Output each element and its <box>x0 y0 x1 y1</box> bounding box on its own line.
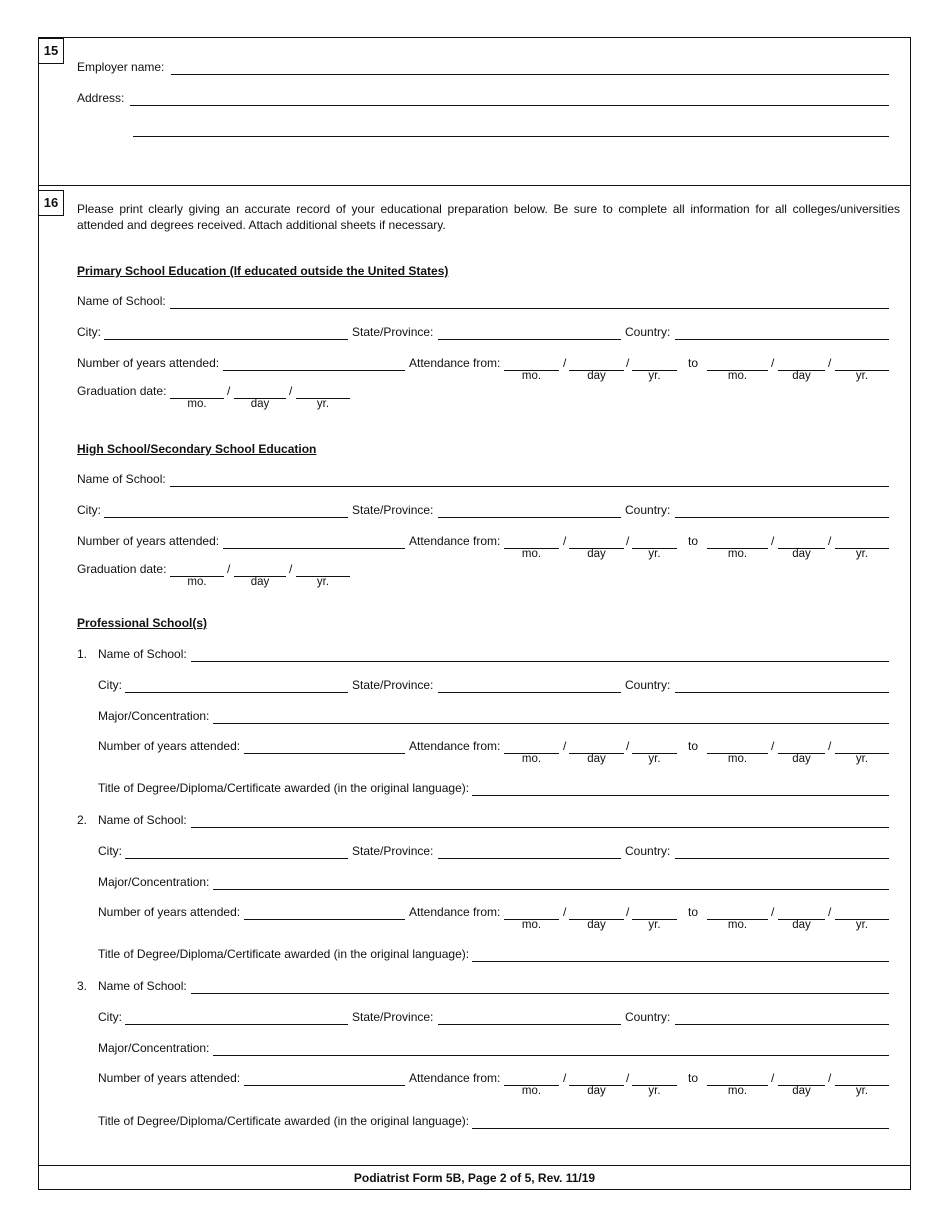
yr-caption: yr. <box>648 370 661 382</box>
primary-from-day-field[interactable] <box>569 356 624 371</box>
yr-caption: yr. <box>316 398 330 410</box>
prof1-state-field[interactable] <box>438 678 621 693</box>
prof2-degree-field[interactable] <box>472 947 889 962</box>
prof3-degree-row <box>98 1114 889 1130</box>
high-attendance-row <box>77 534 889 560</box>
years-attended-label: Number of years attended: <box>98 905 241 919</box>
city-label: City: <box>98 678 122 692</box>
slash: / <box>563 534 567 548</box>
prof3-attendance-row <box>98 1071 889 1097</box>
prof1-name-field[interactable] <box>191 647 889 662</box>
country-label: Country: <box>625 678 671 692</box>
major-label: Major/Concentration: <box>98 1041 210 1055</box>
high-grad-month-field[interactable] <box>170 562 224 577</box>
mo-caption: mo. <box>521 548 542 560</box>
high-country-field[interactable] <box>675 503 889 518</box>
country-label: Country: <box>625 503 671 517</box>
attendance-from-label: Attendance from: <box>409 1071 501 1085</box>
employer-name-label: Employer name: <box>77 60 165 74</box>
prof1-from-year-field[interactable] <box>632 739 677 754</box>
high-state-field[interactable] <box>438 503 621 518</box>
mo-caption: mo. <box>521 753 542 765</box>
mo-caption: mo. <box>727 1085 748 1097</box>
yr-caption: yr. <box>648 753 661 765</box>
prof1-degree-row <box>98 781 889 797</box>
name-of-school-label: Name of School: <box>77 294 166 308</box>
country-label: Country: <box>625 325 671 339</box>
mo-caption: mo. <box>727 753 748 765</box>
to-label: to <box>688 356 699 370</box>
state-label: State/Province: <box>352 503 434 517</box>
prof2-attendance-row <box>98 905 889 931</box>
prof1-attendance-row <box>98 739 889 765</box>
primary-from-month-field[interactable] <box>504 356 559 371</box>
day-caption: day <box>587 548 606 560</box>
name-of-school-label: Name of School: <box>98 979 187 993</box>
slash: / <box>828 356 832 370</box>
prof3-from-month-field[interactable] <box>504 1071 559 1086</box>
city-label: City: <box>98 844 122 858</box>
prof3-degree-field[interactable] <box>472 1114 889 1129</box>
slash: / <box>771 534 775 548</box>
high-name-row <box>77 472 889 488</box>
day-caption: day <box>587 919 606 931</box>
country-label: Country: <box>625 844 671 858</box>
day-caption: day <box>792 919 811 931</box>
slash: / <box>828 905 832 919</box>
slash: / <box>771 905 775 919</box>
list-number: 1. <box>77 647 88 661</box>
yr-caption: yr. <box>316 576 330 588</box>
section-number-16: 16 <box>38 190 64 216</box>
day-caption: day <box>587 370 606 382</box>
prof3-major-row <box>98 1041 889 1057</box>
prof2-country-field[interactable] <box>675 844 889 859</box>
prof1-city-field[interactable] <box>125 678 348 693</box>
address-row <box>77 91 889 107</box>
high-grad-day-field[interactable] <box>234 562 286 577</box>
day-caption: day <box>792 753 811 765</box>
slash: / <box>289 562 293 576</box>
prof1-to-month-field[interactable] <box>707 739 768 754</box>
city-label: City: <box>77 503 101 517</box>
prof1-to-year-field[interactable] <box>835 739 889 754</box>
years-attended-label: Number of years attended: <box>77 534 220 548</box>
list-number: 3. <box>77 979 88 993</box>
high-grad-row <box>77 562 477 588</box>
prof2-to-year-field[interactable] <box>835 905 889 920</box>
day-caption: day <box>792 548 811 560</box>
day-caption: day <box>250 576 270 588</box>
high-city-field[interactable] <box>104 503 348 518</box>
state-label: State/Province: <box>352 325 434 339</box>
address-field-line-2[interactable] <box>133 122 889 137</box>
prof3-to-year-field[interactable] <box>835 1071 889 1086</box>
section-number-15: 15 <box>38 38 64 64</box>
slash: / <box>771 356 775 370</box>
mo-caption: mo. <box>187 398 207 410</box>
slash: / <box>771 1071 775 1085</box>
prof2-major-field[interactable] <box>213 875 889 890</box>
prof3-location-row <box>98 1010 889 1026</box>
primary-location-row <box>77 325 889 341</box>
prof1-from-month-field[interactable] <box>504 739 559 754</box>
years-attended-label: Number of years attended: <box>77 356 220 370</box>
mo-caption: mo. <box>727 919 748 931</box>
prof2-from-year-field[interactable] <box>632 905 677 920</box>
yr-caption: yr. <box>855 919 869 931</box>
prof3-country-field[interactable] <box>675 1010 889 1025</box>
primary-to-year-field[interactable] <box>835 356 889 371</box>
to-label: to <box>688 905 699 919</box>
primary-grad-day-field[interactable] <box>234 384 286 399</box>
high-to-month-field[interactable] <box>707 534 768 549</box>
graduation-date-label: Graduation date: <box>77 562 167 576</box>
city-label: City: <box>77 325 101 339</box>
high-school-heading: High School/Secondary School Education <box>77 442 317 456</box>
degree-label: Title of Degree/Diploma/Certificate awarded (in the original language): <box>98 781 470 795</box>
prof2-to-month-field[interactable] <box>707 905 768 920</box>
list-number: 2. <box>77 813 88 827</box>
address-row-2 <box>133 122 889 138</box>
primary-grad-row <box>77 384 477 410</box>
high-from-day-field[interactable] <box>569 534 624 549</box>
attendance-from-label: Attendance from: <box>409 905 501 919</box>
major-label: Major/Concentration: <box>98 875 210 889</box>
prof2-city-field[interactable] <box>125 844 348 859</box>
graduation-date-label: Graduation date: <box>77 384 167 398</box>
slash: / <box>227 384 231 398</box>
name-of-school-label: Name of School: <box>98 647 187 661</box>
attendance-from-label: Attendance from: <box>409 739 501 753</box>
address-field-line-1[interactable] <box>130 91 889 106</box>
to-label: to <box>688 1071 699 1085</box>
attendance-from-label: Attendance from: <box>409 356 501 370</box>
mo-caption: mo. <box>727 548 748 560</box>
primary-to-day-field[interactable] <box>778 356 825 371</box>
primary-state-field[interactable] <box>438 325 621 340</box>
primary-country-field[interactable] <box>675 325 889 340</box>
yr-caption: yr. <box>855 753 869 765</box>
slash: / <box>626 905 630 919</box>
employer-name-field[interactable] <box>171 60 889 75</box>
footer-divider <box>39 1165 910 1166</box>
prof3-name-field[interactable] <box>191 979 889 994</box>
degree-label: Title of Degree/Diploma/Certificate awarded (in the original language): <box>98 1114 470 1128</box>
address-label: Address: <box>77 91 125 105</box>
yr-caption: yr. <box>648 548 661 560</box>
primary-school-heading: Primary School Education (If educated outside the United States) <box>77 264 449 278</box>
prof2-name-field[interactable] <box>191 813 889 828</box>
yr-caption: yr. <box>648 919 661 931</box>
high-to-year-field[interactable] <box>835 534 889 549</box>
prof3-name-row <box>77 979 889 995</box>
form-footer: Podiatrist Form 5B, Page 2 of 5, Rev. 11/19 <box>353 1171 596 1185</box>
slash: / <box>563 356 567 370</box>
prof2-from-day-field[interactable] <box>569 905 624 920</box>
high-grad-year-field[interactable] <box>296 562 350 577</box>
prof2-major-row <box>98 875 889 891</box>
prof2-from-month-field[interactable] <box>504 905 559 920</box>
city-label: City: <box>98 1010 122 1024</box>
prof1-location-row <box>98 678 889 694</box>
mo-caption: mo. <box>187 576 207 588</box>
prof2-location-row <box>98 844 889 860</box>
mo-caption: mo. <box>727 370 748 382</box>
prof3-city-field[interactable] <box>125 1010 348 1025</box>
slash: / <box>563 739 567 753</box>
prof1-from-day-field[interactable] <box>569 739 624 754</box>
slash: / <box>563 1071 567 1085</box>
high-to-day-field[interactable] <box>778 534 825 549</box>
country-label: Country: <box>625 1010 671 1024</box>
slash: / <box>626 356 630 370</box>
day-caption: day <box>587 1085 606 1097</box>
primary-from-year-field[interactable] <box>632 356 677 371</box>
yr-caption: yr. <box>648 1085 661 1097</box>
day-caption: day <box>250 398 270 410</box>
day-caption: day <box>792 1085 811 1097</box>
state-label: State/Province: <box>352 844 434 858</box>
prof3-to-month-field[interactable] <box>707 1071 768 1086</box>
mo-caption: mo. <box>521 919 542 931</box>
attendance-from-label: Attendance from: <box>409 534 501 548</box>
prof1-years-field[interactable] <box>244 739 405 754</box>
prof1-to-day-field[interactable] <box>778 739 825 754</box>
prof1-degree-field[interactable] <box>472 781 889 796</box>
slash: / <box>771 739 775 753</box>
prof1-major-row <box>98 709 889 725</box>
to-label: to <box>688 534 699 548</box>
to-label: to <box>688 739 699 753</box>
prof2-to-day-field[interactable] <box>778 905 825 920</box>
degree-label: Title of Degree/Diploma/Certificate awarded (in the original language): <box>98 947 470 961</box>
day-caption: day <box>792 370 811 382</box>
name-of-school-label: Name of School: <box>98 813 187 827</box>
yr-caption: yr. <box>855 370 869 382</box>
primary-years-field[interactable] <box>223 356 405 371</box>
name-of-school-label: Name of School: <box>77 472 166 486</box>
primary-to-month-field[interactable] <box>707 356 768 371</box>
slash: / <box>563 905 567 919</box>
day-caption: day <box>587 753 606 765</box>
prof2-state-field[interactable] <box>438 844 621 859</box>
slash: / <box>626 739 630 753</box>
primary-grad-year-field[interactable] <box>296 384 350 399</box>
primary-name-row <box>77 294 889 310</box>
high-location-row <box>77 503 889 519</box>
years-attended-label: Number of years attended: <box>98 1071 241 1085</box>
slash: / <box>227 562 231 576</box>
prof3-to-day-field[interactable] <box>778 1071 825 1086</box>
professional-school-heading: Professional School(s) <box>77 616 208 630</box>
prof1-major-field[interactable] <box>213 709 889 724</box>
employer-name-row <box>77 60 889 76</box>
prof3-state-field[interactable] <box>438 1010 621 1025</box>
prof3-from-day-field[interactable] <box>569 1071 624 1086</box>
slash: / <box>289 384 293 398</box>
yr-caption: yr. <box>855 548 869 560</box>
section-16-instructions: Please print clearly giving an accurate record of your educational preparation below. Be sure to complete all information for all colleges/universities attended and degrees received. Attach additional sheets if necessary. <box>77 202 900 232</box>
form-page <box>38 37 911 1190</box>
prof3-major-field[interactable] <box>213 1041 889 1056</box>
major-label: Major/Concentration: <box>98 709 210 723</box>
prof3-from-year-field[interactable] <box>632 1071 677 1086</box>
prof2-degree-row <box>98 947 889 963</box>
high-from-year-field[interactable] <box>632 534 677 549</box>
yr-caption: yr. <box>855 1085 869 1097</box>
prof1-country-field[interactable] <box>675 678 889 693</box>
slash: / <box>828 739 832 753</box>
primary-name-field[interactable] <box>170 294 889 309</box>
primary-attendance-row <box>77 356 889 382</box>
high-from-month-field[interactable] <box>504 534 559 549</box>
state-label: State/Province: <box>352 1010 434 1024</box>
mo-caption: mo. <box>521 1085 542 1097</box>
primary-city-field[interactable] <box>104 325 348 340</box>
state-label: State/Province: <box>352 678 434 692</box>
prof1-name-row <box>77 647 889 663</box>
slash: / <box>626 1071 630 1085</box>
prof2-name-row <box>77 813 889 829</box>
slash: / <box>626 534 630 548</box>
mo-caption: mo. <box>521 370 542 382</box>
prof3-years-field[interactable] <box>244 1071 405 1086</box>
slash: / <box>828 1071 832 1085</box>
high-name-field[interactable] <box>170 472 889 487</box>
prof2-years-field[interactable] <box>244 905 405 920</box>
years-attended-label: Number of years attended: <box>98 739 241 753</box>
high-years-field[interactable] <box>223 534 405 549</box>
section-divider <box>39 185 910 186</box>
slash: / <box>828 534 832 548</box>
primary-grad-month-field[interactable] <box>170 384 224 399</box>
